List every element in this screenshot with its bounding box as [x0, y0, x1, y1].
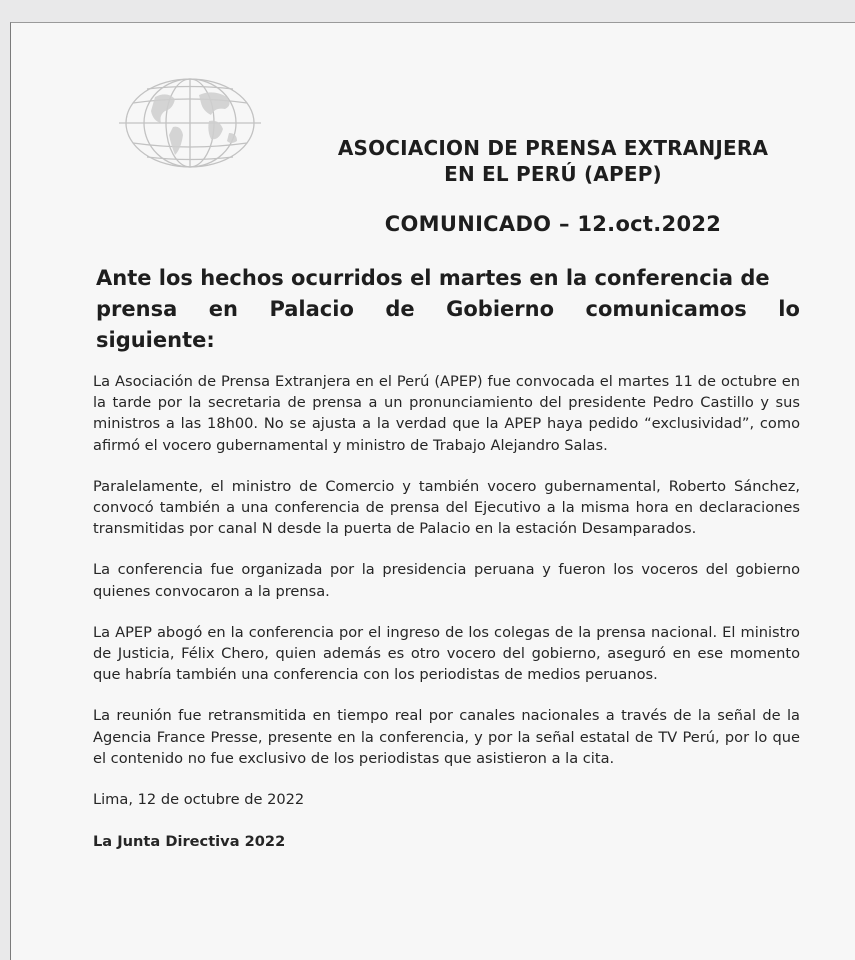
lead-word: Gobierno [446, 297, 555, 321]
lead-statement [96, 263, 800, 356]
lead-line-3: siguiente: [96, 328, 215, 352]
lead-word: lo [778, 297, 800, 321]
lead-line-1: Ante los hechos ocurridos el martes en la conferencia de [96, 266, 770, 290]
lead-line-2 [96, 294, 800, 325]
signature: La Junta Directiva 2022 [93, 833, 286, 851]
place-date: Lima, 12 de octubre de 2022 [93, 791, 305, 809]
body-paragraph-5: La reunión fue retransmitida en tiempo real por canales nacionales a través de la señal de la Agencia France Presse, presente en la conferencia, y por la señal estatal de TV Perú, por lo que el contenido no fue exclusivo de los periodistas que asistieron a la cita. [93, 707, 800, 767]
lead-word: de [385, 297, 415, 321]
lead-word: en [208, 297, 238, 321]
globe-logo-icon [115, 75, 265, 171]
lead-word: comunicamos [585, 297, 747, 321]
body-paragraph-3: La conferencia fue organizada por la presidencia peruana y fueron los voceros del gobierno quienes convocaron a la prensa. [93, 561, 800, 600]
lead-word: prensa [96, 297, 178, 321]
organization-line-2: EN EL PERÚ (APEP) [444, 162, 662, 186]
communique-title: COMUNICADO – 12.oct.2022 [384, 212, 722, 236]
body-paragraph-4: La APEP abogó en la conferencia por el ingreso de los colegas de la prensa nacional. El ministro de Justicia, Félix Chero, quien además es otro vocero del gobierno, aseguró en ese momento que habría también una conferencia con los periodistas de medios peruanos. [93, 623, 800, 684]
lead-word: Palacio [269, 297, 354, 321]
body-paragraph-1: La Asociación de Prensa Extranjera en el Perú (APEP) fue convocada el martes 11 de octubre en la tarde por la secretaria de prensa a un pronunciamiento del presidente Pedro Castillo y sus ministros a las 18h00. No se ajusta a la verdad que la APEP haya pedido “exclusividad”, como afirmó el vocero gubernamental y ministro de Trabajo Alejandro Salas. [93, 373, 800, 454]
organization-line-1: ASOCIACION DE PRENSA EXTRANJERA [337, 136, 769, 160]
body-paragraph-2: Paralelamente, el ministro de Comercio y también vocero gubernamental, Roberto Sánchez, convocó también a una conferencia de prensa del Ejecutivo a la misma hora en declaraciones transmitidas por canal N desde la puerta de Palacio en la estación Desamparados. [93, 477, 800, 538]
organization-name [308, 135, 798, 187]
communique-body [93, 371, 800, 852]
